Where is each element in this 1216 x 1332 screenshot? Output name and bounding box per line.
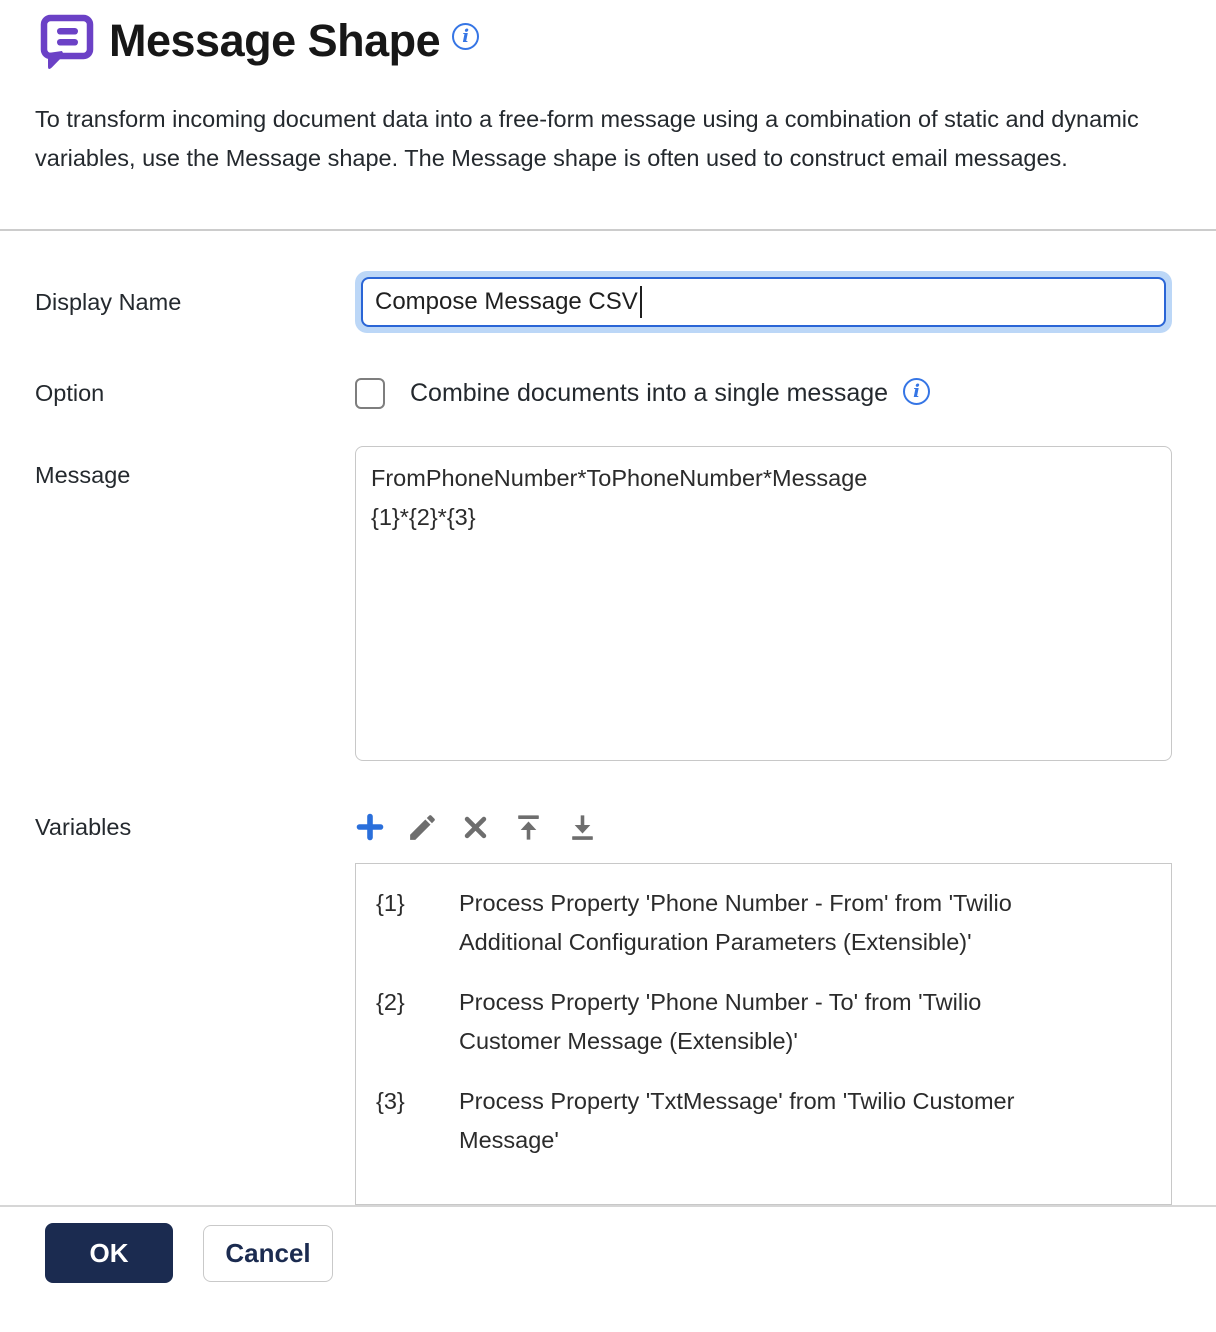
footer — [0, 1207, 1216, 1283]
variables-list — [355, 863, 1172, 1205]
message-shape-form — [0, 271, 1216, 1205]
cancel-button[interactable]: Cancel — [203, 1225, 333, 1282]
option-info-icon[interactable]: i — [903, 378, 930, 405]
x-cross-icon — [460, 812, 491, 843]
message-textarea[interactable] — [355, 446, 1172, 761]
message-label: Message — [35, 462, 131, 488]
display-name-focus-ring — [355, 271, 1172, 333]
message-row — [35, 446, 1172, 761]
variables-row — [35, 809, 1172, 1205]
page-title: Message Shape — [109, 15, 441, 66]
arrow-down-to-bar-icon — [566, 811, 599, 844]
ok-button[interactable]: OK — [45, 1223, 173, 1283]
add-variable-button[interactable] — [355, 812, 385, 842]
variable-key: {2} — [376, 989, 405, 1015]
variables-toolbar — [355, 809, 1172, 845]
page-header — [0, 0, 1216, 73]
variable-key: {3} — [376, 1088, 405, 1114]
variable-row-2[interactable] — [376, 983, 1171, 1060]
variable-row-3[interactable] — [376, 1082, 1171, 1159]
variable-key: {1} — [376, 890, 405, 916]
edit-variable-button[interactable] — [406, 811, 439, 844]
variable-description: Process Property 'TxtMessage' from 'Twilio Customer Message' — [459, 1088, 1015, 1153]
variables-label: Variables — [35, 814, 132, 840]
message-shape-icon — [35, 11, 99, 73]
combine-documents-label: Combine documents into a single message — [410, 379, 889, 407]
message-line-2: {1}*{2}*{3} — [371, 503, 476, 530]
text-caret — [640, 286, 642, 318]
section-divider — [0, 229, 1216, 231]
display-name-value: Compose Message CSV — [375, 288, 638, 315]
variables-panel — [355, 809, 1172, 1205]
display-name-row — [35, 271, 1172, 333]
option-label: Option — [35, 380, 105, 406]
move-to-bottom-button[interactable] — [566, 811, 599, 844]
move-to-top-button[interactable] — [512, 811, 545, 844]
arrow-up-to-bar-icon — [512, 811, 545, 844]
page-description: To transform incoming document data into a free-form message using a combination of static and dynamic variables, use the Message shape. The Message shape is often used to construct email messages. — [35, 106, 1139, 171]
option-row — [35, 378, 1172, 409]
plus-icon — [355, 812, 385, 842]
variable-row-1[interactable] — [376, 884, 1171, 961]
combine-documents-checkbox[interactable] — [355, 378, 385, 409]
title-info-icon[interactable]: i — [452, 23, 479, 50]
variable-description: Process Property 'Phone Number - From' from 'Twilio Additional Configuration Parameters (Extensible)' — [459, 890, 1012, 955]
display-name-input[interactable] — [361, 277, 1166, 327]
variable-description: Process Property 'Phone Number - To' from 'Twilio Customer Message (Extensible)' — [459, 989, 982, 1054]
message-line-1: FromPhoneNumber*ToPhoneNumber*Message — [371, 465, 868, 491]
display-name-label: Display Name — [35, 289, 182, 315]
delete-variable-button[interactable] — [460, 812, 491, 843]
pencil-icon — [406, 811, 439, 844]
combine-documents-option — [355, 378, 1172, 409]
